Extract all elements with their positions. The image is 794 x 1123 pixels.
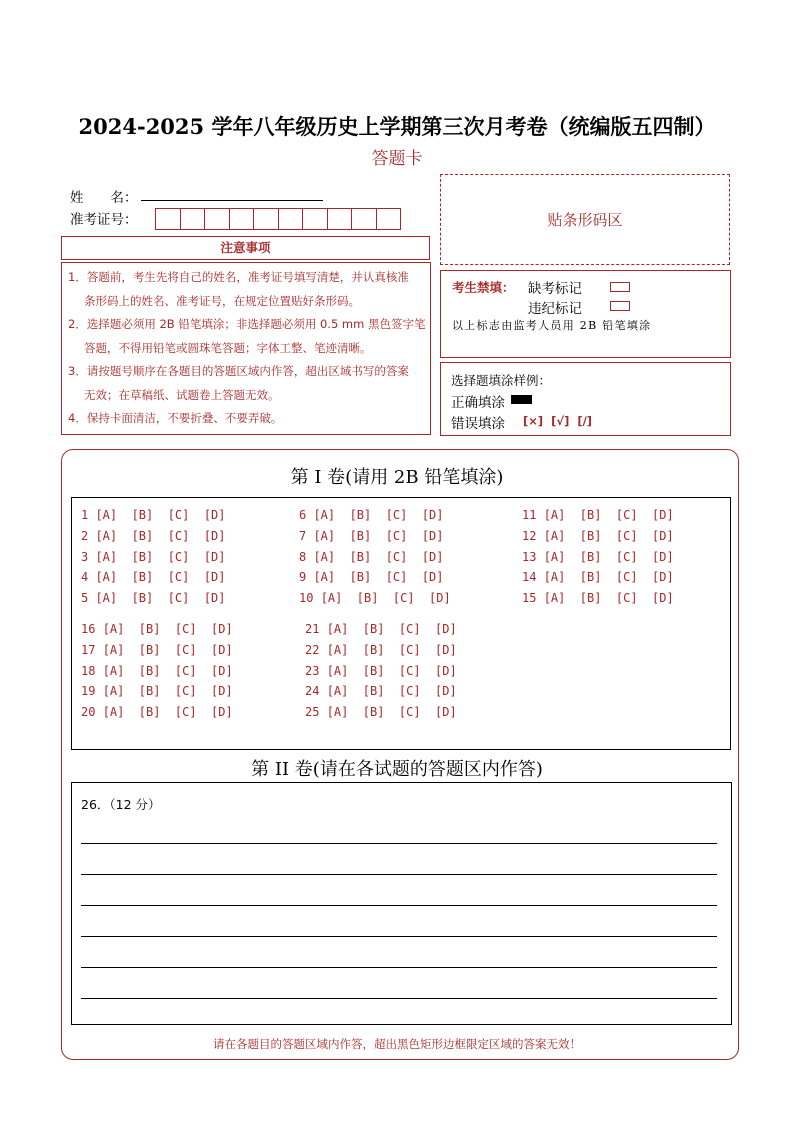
question-number: 12: [522, 528, 544, 543]
choice-options[interactable]: [A] [B] [C] [D]: [326, 642, 457, 657]
choice-row-20[interactable]: [81, 705, 233, 719]
choice-row-1[interactable]: [81, 508, 226, 522]
choice-row-24[interactable]: [305, 684, 457, 698]
question-number: 7: [299, 528, 314, 543]
choice-row-2[interactable]: [81, 529, 226, 543]
choice-options[interactable]: [A] [B] [C] [D]: [95, 508, 226, 522]
notice-item: 4．保持卡面清洁，不要折叠、不要弄破。: [68, 411, 283, 425]
choice-options[interactable]: [A] [B] [C] [D]: [543, 508, 674, 522]
correct-fill-label: 正确填涂: [451, 395, 505, 411]
answer-line[interactable]: [81, 874, 717, 875]
question-number: 18: [81, 663, 103, 678]
question-number: 3: [81, 549, 96, 564]
notice-item: 条形码上的姓名、准考证号，在规定位置贴好条形码。: [84, 293, 360, 308]
exam-number-boxes[interactable]: [155, 208, 400, 230]
choice-options[interactable]: [A] [B] [C] [D]: [326, 663, 457, 678]
sample-title: 选择题填涂样例：: [451, 373, 552, 388]
choice-row-8[interactable]: [299, 550, 444, 564]
question-number: 15: [522, 591, 544, 606]
forbid-label: 考生禁填：: [452, 280, 515, 295]
choice-options[interactable]: [A] [B] [C] [D]: [102, 622, 233, 636]
choice-options[interactable]: [A] [B] [C] [D]: [543, 570, 674, 585]
violation-checkbox[interactable]: [610, 301, 630, 311]
question-number: 17: [81, 642, 103, 657]
exam-number-digit-box[interactable]: [180, 208, 206, 230]
section1-title: 第 I 卷(请用 2B 铅笔填涂): [290, 467, 504, 488]
choice-row-23[interactable]: [305, 664, 457, 678]
choice-options[interactable]: [A] [B] [C] [D]: [326, 705, 457, 720]
choice-row-9[interactable]: [299, 570, 444, 584]
choice-options[interactable]: [A] [B] [C] [D]: [102, 684, 233, 699]
choice-options[interactable]: [A] [B] [C] [D]: [95, 570, 226, 585]
choice-row-14[interactable]: [522, 570, 674, 584]
choice-options[interactable]: [A] [B] [C] [D]: [543, 528, 674, 543]
exam-number-digit-box[interactable]: [229, 208, 255, 230]
choice-options[interactable]: [A] [B] [C] [D]: [543, 591, 674, 606]
answer-line[interactable]: [81, 998, 717, 999]
question-number: 4: [81, 570, 96, 585]
exam-number-digit-box[interactable]: [376, 208, 402, 230]
question-number: 22: [305, 642, 327, 657]
exam-number-digit-box[interactable]: [155, 208, 181, 230]
question-number: 2: [81, 528, 96, 543]
choice-options[interactable]: [A] [B] [C] [D]: [326, 622, 457, 636]
question-number: 6: [299, 508, 314, 522]
name-label: 姓 名：: [70, 190, 138, 206]
choice-row-18[interactable]: [81, 664, 233, 678]
choice-options[interactable]: [A] [B] [C] [D]: [95, 549, 226, 564]
choice-options[interactable]: [A] [B] [C] [D]: [326, 684, 457, 699]
choice-options[interactable]: [A] [B] [C] [D]: [95, 591, 226, 606]
wrong-fill-label: 错误填涂: [451, 416, 505, 432]
section2-title: 第 II 卷(请在各试题的答题区内作答): [251, 759, 543, 780]
footer-warning: 请在各题目的答题区域内作答，超出黑色矩形边框限定区域的答案无效！: [213, 1037, 581, 1051]
exam-number-label: 准考证号：: [70, 212, 138, 228]
choice-row-13[interactable]: [522, 550, 674, 564]
question-number: 8: [299, 549, 314, 564]
choice-row-17[interactable]: [81, 643, 233, 657]
choice-row-11[interactable]: [522, 508, 674, 522]
choice-options[interactable]: [A] [B] [C] [D]: [95, 528, 226, 543]
choice-options[interactable]: [A] [B] [C] [D]: [313, 528, 444, 543]
name-field[interactable]: [141, 200, 323, 201]
answer-line[interactable]: [81, 905, 717, 906]
answer-line[interactable]: [81, 843, 717, 844]
barcode-label: 贴条形码区: [547, 211, 623, 229]
notice-item: 2．选择题必须用 2B 铅笔填涂；非选择题必须用 0.5 mm 黑色签字笔: [68, 317, 426, 331]
question-number: 20: [81, 705, 103, 720]
notice-heading: 注意事项: [61, 236, 430, 260]
question-number: 16: [81, 622, 103, 636]
choice-options[interactable]: [A] [B] [C] [D]: [320, 591, 451, 606]
choice-options[interactable]: [A] [B] [C] [D]: [102, 642, 233, 657]
answer-area-26[interactable]: [71, 782, 732, 1025]
absent-label: 缺考标记: [528, 281, 582, 297]
barcode-area: [440, 174, 730, 265]
question-number: 24: [305, 684, 327, 699]
choice-row-21[interactable]: [305, 622, 457, 636]
question-number: 23: [305, 663, 327, 678]
question-number: 13: [522, 549, 544, 564]
choice-row-16[interactable]: [81, 622, 233, 636]
exam-number-digit-box[interactable]: [253, 208, 279, 230]
question-number: 14: [522, 570, 544, 585]
choice-options[interactable]: [A] [B] [C] [D]: [102, 705, 233, 720]
exam-number-digit-box[interactable]: [327, 208, 353, 230]
answer-line[interactable]: [81, 936, 717, 937]
exam-number-digit-box[interactable]: [278, 208, 304, 230]
absent-checkbox[interactable]: [610, 282, 630, 292]
choice-options[interactable]: [A] [B] [C] [D]: [313, 570, 444, 585]
forbid-note: 以上标志由监考人员用 2B 铅笔填涂: [452, 319, 652, 332]
notice-item: 无效；在草稿纸、试题卷上答题无效。: [84, 387, 280, 402]
examiner-only-box: [440, 270, 731, 358]
page-subtitle: 答题卡: [371, 149, 423, 169]
choice-row-19[interactable]: [81, 684, 233, 698]
choice-options[interactable]: [A] [B] [C] [D]: [543, 549, 674, 564]
choice-row-15[interactable]: [522, 591, 674, 605]
wrong-fill-marks: [×] [√] [/]: [523, 414, 593, 428]
choice-row-22[interactable]: [305, 643, 457, 657]
notice-item: 3．请按题号顺序在各题目的答题区域内作答，超出区域书写的答案: [68, 364, 409, 378]
choice-options[interactable]: [A] [B] [C] [D]: [313, 508, 444, 522]
choice-row-4[interactable]: [81, 570, 226, 584]
choice-row-7[interactable]: [299, 529, 444, 543]
exam-number-digit-box[interactable]: [302, 208, 328, 230]
choice-row-6[interactable]: [299, 508, 444, 522]
choice-options[interactable]: [A] [B] [C] [D]: [102, 663, 233, 678]
question-number: 9: [299, 570, 314, 585]
choice-row-12[interactable]: [522, 529, 674, 543]
fill-sample-box: [440, 362, 731, 436]
notice-item: 1．答题前，考生先将自己的姓名，准考证号填写清楚，并认真核准: [68, 270, 409, 284]
question-number: 19: [81, 684, 103, 699]
question-number: 10: [299, 591, 321, 606]
question-number: 25: [305, 705, 327, 720]
exam-number-digit-box[interactable]: [204, 208, 230, 230]
choice-row-3[interactable]: [81, 550, 226, 564]
question-number: 11: [522, 508, 544, 522]
violation-label: 违纪标记: [528, 301, 582, 317]
exam-number-digit-box[interactable]: [351, 208, 377, 230]
answer-line[interactable]: [81, 967, 717, 968]
page-title: 2024-2025 学年八年级历史上学期第三次月考卷（统编版五四制）: [78, 114, 716, 139]
choice-row-10[interactable]: [299, 591, 451, 605]
question-number: 1: [81, 508, 96, 522]
notice-item: 答题，不得用铅笔或圆珠笔答题；字体工整、笔迹清晰。: [84, 340, 372, 355]
question-number: 5: [81, 591, 96, 606]
question-26-label: 26．（12 分）: [81, 797, 161, 812]
notice-body: [61, 262, 431, 435]
correct-fill-mark: [511, 395, 532, 404]
question-number: 21: [305, 622, 327, 636]
choice-row-5[interactable]: [81, 591, 226, 605]
choice-row-25[interactable]: [305, 705, 457, 719]
choice-options[interactable]: [A] [B] [C] [D]: [313, 549, 444, 564]
